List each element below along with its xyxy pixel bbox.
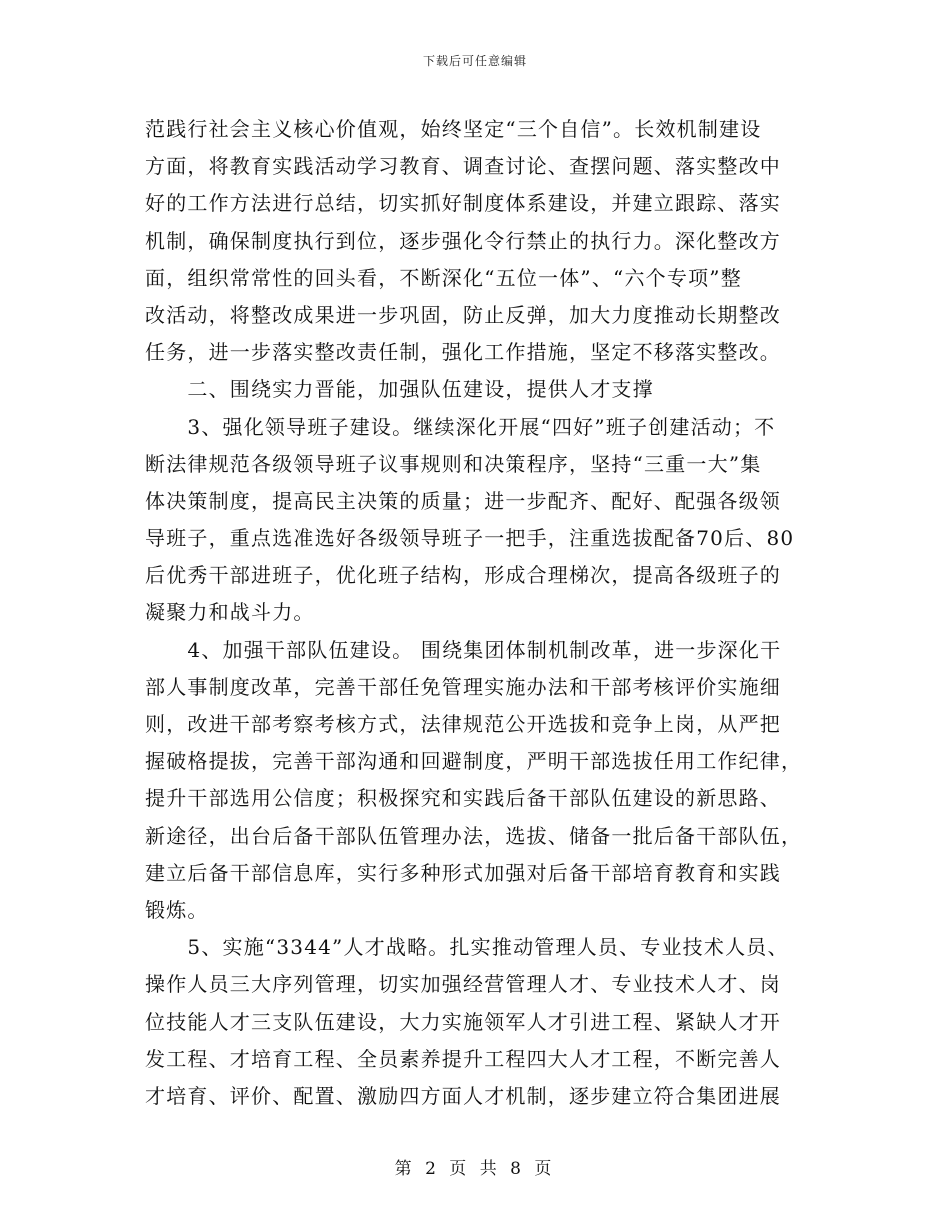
paragraph xyxy=(145,111,817,371)
document-body xyxy=(145,111,817,1115)
text-line: 握破格提拔，完善干部沟通和回避制度，严明干部选拔任用工作纪律， xyxy=(145,749,803,774)
text-line: 体决策制度，提高民主决策的质量；进一步配齐、配好、配强各级领 xyxy=(145,488,781,513)
text-line: 则，改进干部考察考核方式，法律规范公开选拔和竞争上岗，从严把 xyxy=(145,712,781,736)
text-line: 后优秀干部进班子，优化班子结构，形成合理梯次，提高各级班子的 xyxy=(145,563,781,588)
text-line: 好的工作方法进行总结，切实抓好制度体系建设，并建立跟踪、落实 xyxy=(145,191,781,216)
text-line: 才培育、评价、配置、激励四方面人才机制，逐步建立符合集团进展 xyxy=(145,1083,781,1108)
text-line: 机制，确保制度执行到位，逐步强化令行禁止的执行力。深化整改方 xyxy=(145,228,781,253)
text-line: 面，组织常常性的回头看，不断深化“五位一体”、“六个专项”整 xyxy=(145,265,742,290)
paragraph xyxy=(145,371,817,408)
text-line: 5、实施“3344”人才战略。扎实推动管理人员、专业技术人员、 xyxy=(145,935,789,960)
text-line: 锻炼。 xyxy=(145,897,209,922)
text-line: 操作人员三大序列管理，切实加强经营管理人才、专业技术人才、岗 xyxy=(145,972,781,997)
paragraph xyxy=(145,632,817,930)
text-line: 导班子，重点选准选好各级领导班子一把手，注重选拔配备70后、80 xyxy=(145,526,795,551)
text-line: 4、加强干部队伍建设。 围绕集团体制机制改革，进一步深化干 xyxy=(145,637,782,662)
text-line: 任务，进一步落实整改责任制，强化工作措施，坚定不移落实整改。 xyxy=(145,340,781,365)
text-line: 建立后备干部信息库，实行多种形式加强对后备干部培育教育和实践 xyxy=(145,860,781,885)
text-line: 提升干部选用公信度；积极探究和实践后备干部队伍建设的新思路、 xyxy=(145,786,781,811)
text-line: 二、围绕实力晋能，加强队伍建设，提供人才支撑 xyxy=(145,377,654,402)
text-line: 断法律规范各级领导班子议事规则和决策程序，坚持“三重一大”集 xyxy=(145,451,762,476)
text-line: 方面，将教育实践活动学习教育、调查讨论、查摆问题、落实整改中 xyxy=(145,154,781,179)
text-line: 范践行社会主义核心价值观，始终坚定“三个自信”。长效机制建设 xyxy=(145,117,762,141)
page-footer: 第 2 页 共 8 页 xyxy=(394,1159,556,1179)
paragraph xyxy=(145,929,817,1115)
text-line: 改活动，将整改成果进一步巩固，防止反弹，加大力度推动长期整改 xyxy=(145,302,781,327)
text-line: 3、强化领导班子建设。继续深化开展“四好”班子创建活动；不 xyxy=(145,414,776,439)
text-line: 位技能人才三支队伍建设，大力实施领军人才引进工程、紧缺人才开 xyxy=(145,1009,781,1034)
text-line: 凝聚力和战斗力。 xyxy=(145,600,315,625)
text-line: 部人事制度改革，完善干部任免管理实施办法和干部考核评价实施细 xyxy=(145,674,781,699)
text-line: 新途径，出台后备干部队伍管理办法，选拔、储备一批后备干部队伍， xyxy=(145,823,803,848)
text-line: 发工程、才培育工程、全员素养提升工程四大人才工程，不断完善人 xyxy=(145,1046,781,1071)
page-header: 下载后可任意编辑 xyxy=(422,54,527,68)
paragraph xyxy=(145,409,817,632)
